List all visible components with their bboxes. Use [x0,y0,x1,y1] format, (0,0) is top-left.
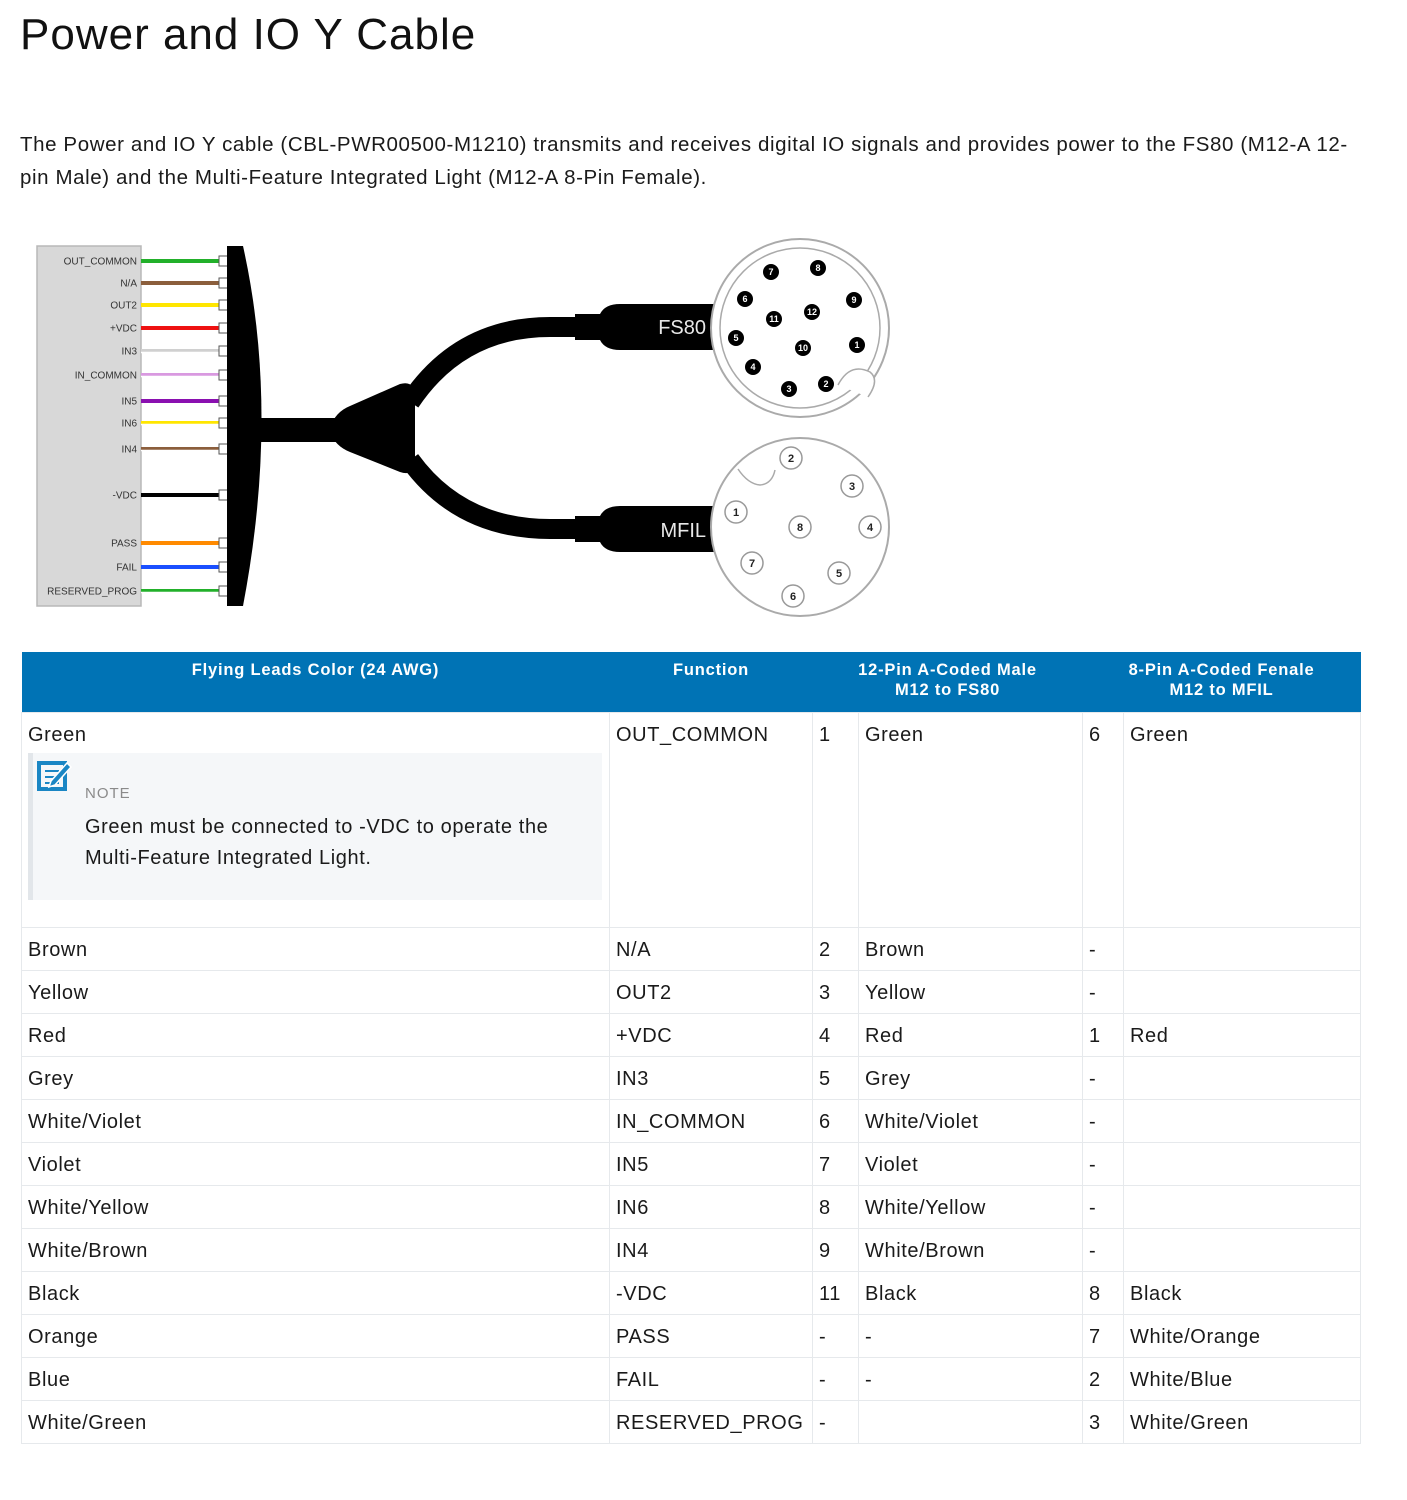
lead-label: IN5 [121,396,137,408]
lead-label: N/A [120,278,137,290]
mfil-color-cell: White/Blue [1124,1358,1361,1401]
fs80-pin-number: 1 [854,340,860,351]
lead-color-cell: Orange [22,1315,610,1358]
mfil-pin-cell: - [1083,1186,1124,1229]
note-callout [28,753,602,900]
table-row [22,1358,1361,1401]
lead-label: IN6 [121,418,137,430]
fs80-color-cell: Green [859,713,1083,928]
mfil-pin-cell: 8 [1083,1272,1124,1315]
function-cell: -VDC [610,1272,813,1315]
mfil-color-cell [1124,1143,1361,1186]
function-cell: FAIL [610,1358,813,1401]
mfil-pin-number: 4 [866,522,874,534]
function-cell: OUT2 [610,971,813,1014]
lead-color-cell: Green NOTE Green must be connected to -VDC to operate the Multi-Feature Integrated Light. [22,713,610,928]
fs80-pin-number: 7 [768,267,774,278]
header-fs80: 12-Pin A-Coded Male M12 to FS80 [813,652,1083,713]
lead-label: IN4 [121,444,137,456]
mfil-pin-number: 6 [789,591,797,603]
mfil-pin-cell: - [1083,971,1124,1014]
mfil-pin-cell: 1 [1083,1014,1124,1057]
function-cell: +VDC [610,1014,813,1057]
function-cell: IN3 [610,1057,813,1100]
fs80-color-cell: Yellow [859,971,1083,1014]
fs80-pin-cell: 8 [813,1186,859,1229]
mfil-pin-cell: 3 [1083,1401,1124,1444]
mfil-color-cell: Green [1124,713,1361,928]
mfil-color-cell [1124,1057,1361,1100]
mfil-pin-cell: 7 [1083,1315,1124,1358]
mfil-pin-number: 1 [732,507,740,519]
cable-diagram [30,232,910,622]
function-cell: IN_COMMON [610,1100,813,1143]
page-title: Power and IO Y Cable [20,10,477,59]
fs80-color-cell: Violet [859,1143,1083,1186]
fs80-pin-number: 6 [742,294,748,305]
fs80-pin-cell: 6 [813,1100,859,1143]
mfil-color-cell: Black [1124,1272,1361,1315]
fs80-pin-number: 4 [750,362,756,373]
lead-label: RESERVED_PROG [47,586,137,598]
fs80-pin-cell: - [813,1401,859,1444]
table-row [22,1014,1361,1057]
lead-color-cell: Violet [22,1143,610,1186]
mfil-pin-cell: 2 [1083,1358,1124,1401]
fs80-pin-cell: 11 [813,1272,859,1315]
pinout-table [21,652,1360,1444]
mfil-pin-cell: - [1083,928,1124,971]
fs80-pin-cell: 3 [813,971,859,1014]
mfil-pin-number: 5 [835,568,843,580]
function-cell: PASS [610,1315,813,1358]
table-row [22,713,1361,928]
function-cell: OUT_COMMON [610,713,813,928]
function-cell: RESERVED_PROG [610,1401,813,1444]
fs80-pin-cell: - [813,1315,859,1358]
lead-color-cell: Yellow [22,971,610,1014]
lead-color-cell: Black [22,1272,610,1315]
fs80-color-cell: White/Yellow [859,1186,1083,1229]
table-row [22,1272,1361,1315]
header-lead-color: Flying Leads Color (24 AWG) [22,652,610,713]
header-mfil: 8-Pin A-Coded Fenale M12 to MFIL [1083,652,1361,713]
fs80-pin-cell: 7 [813,1143,859,1186]
table-row [22,928,1361,971]
fs80-color-cell: White/Violet [859,1100,1083,1143]
lead-label: PASS [111,538,137,550]
table-row [22,1401,1361,1444]
fs80-pin-number: 2 [823,379,829,390]
lead-label: OUT2 [110,300,137,312]
fs80-color-cell: Black [859,1272,1083,1315]
fs80-color-cell: - [859,1358,1083,1401]
function-cell: IN6 [610,1186,813,1229]
fs80-pin-cell: 9 [813,1229,859,1272]
lead-color-cell: Blue [22,1358,610,1401]
lead-color-cell: Brown [22,928,610,971]
mfil-color-cell [1124,1100,1361,1143]
mfil-pin-number: 2 [787,453,795,465]
fs80-color-cell: Red [859,1014,1083,1057]
lead-label: FAIL [116,562,137,574]
mfil-color-cell: Red [1124,1014,1361,1057]
mfil-pin-number: 8 [796,522,804,534]
table-row [22,971,1361,1014]
lead-color-cell: White/Yellow [22,1186,610,1229]
mfil-color-cell: White/Orange [1124,1315,1361,1358]
function-cell: IN5 [610,1143,813,1186]
mfil-pin-cell: - [1083,1100,1124,1143]
mfil-color-cell: White/Green [1124,1401,1361,1444]
lead-color-cell: White/Green [22,1401,610,1444]
function-cell: IN4 [610,1229,813,1272]
mfil-color-cell [1124,971,1361,1014]
lead-label: -VDC [112,490,137,502]
table-row [22,1100,1361,1143]
mfil-color-cell [1124,928,1361,971]
mfil-pin-number: 7 [748,558,756,570]
lead-label: OUT_COMMON [63,256,137,268]
note-text: Green must be connected to -VDC to operate the Multi-Feature Integrated Light. [85,816,549,869]
fs80-pin-cell: - [813,1358,859,1401]
lead-label: IN3 [121,346,137,358]
fs80-color-cell: - [859,1315,1083,1358]
table-row [22,1315,1361,1358]
lead-label: +VDC [110,323,137,335]
lead-color-cell: Grey [22,1057,610,1100]
lead-label: IN_COMMON [74,370,137,382]
intro-paragraph: The Power and IO Y cable (CBL-PWR00500-M1210) transmits and receives digital IO signals and provides power to the FS80 (M12-A 12-pin Male) and the Multi-Feature Integrated Light (M12-A 8-Pin Female). [20,133,1348,189]
lead-color-cell: White/Violet [22,1100,610,1143]
fs80-pin-cell: 4 [813,1014,859,1057]
function-cell: N/A [610,928,813,971]
table-row [22,1229,1361,1272]
mfil-color-cell [1124,1229,1361,1272]
header-function: Function [610,652,813,713]
fs80-pin-number: 5 [733,333,739,344]
fs80-pin-number: 9 [851,295,857,306]
note-edit-icon [37,757,73,793]
fs80-label: FS80 [658,317,706,339]
fs80-color-cell: Grey [859,1057,1083,1100]
fs80-pin-number: 3 [786,384,792,395]
mfil-pin-number: 3 [848,481,856,493]
mfil-pin-cell: - [1083,1229,1124,1272]
fs80-color-cell: White/Brown [859,1229,1083,1272]
mfil-pin-cell: 6 [1083,713,1124,928]
fs80-color-cell [859,1401,1083,1444]
lead-color-cell: White/Brown [22,1229,610,1272]
mfil-label: MFIL [660,520,706,542]
mfil-color-cell [1124,1186,1361,1229]
fs80-pin-number: 11 [769,314,779,325]
table-row [22,1143,1361,1186]
fs80-pin-number: 10 [797,343,809,354]
fs80-pin-cell: 5 [813,1057,859,1100]
fs80-color-cell: Brown [859,928,1083,971]
mfil-pin-cell: - [1083,1057,1124,1100]
table-row [22,1186,1361,1229]
fs80-pin-cell: 1 [813,713,859,928]
fs80-pin-cell: 2 [813,928,859,971]
mfil-pin-cell: - [1083,1143,1124,1186]
fs80-pin-number: 8 [815,263,821,274]
table-row [22,1057,1361,1100]
note-label: NOTE [85,785,131,802]
fs80-pin-number: 12 [806,307,818,318]
lead-color-cell: Red [22,1014,610,1057]
